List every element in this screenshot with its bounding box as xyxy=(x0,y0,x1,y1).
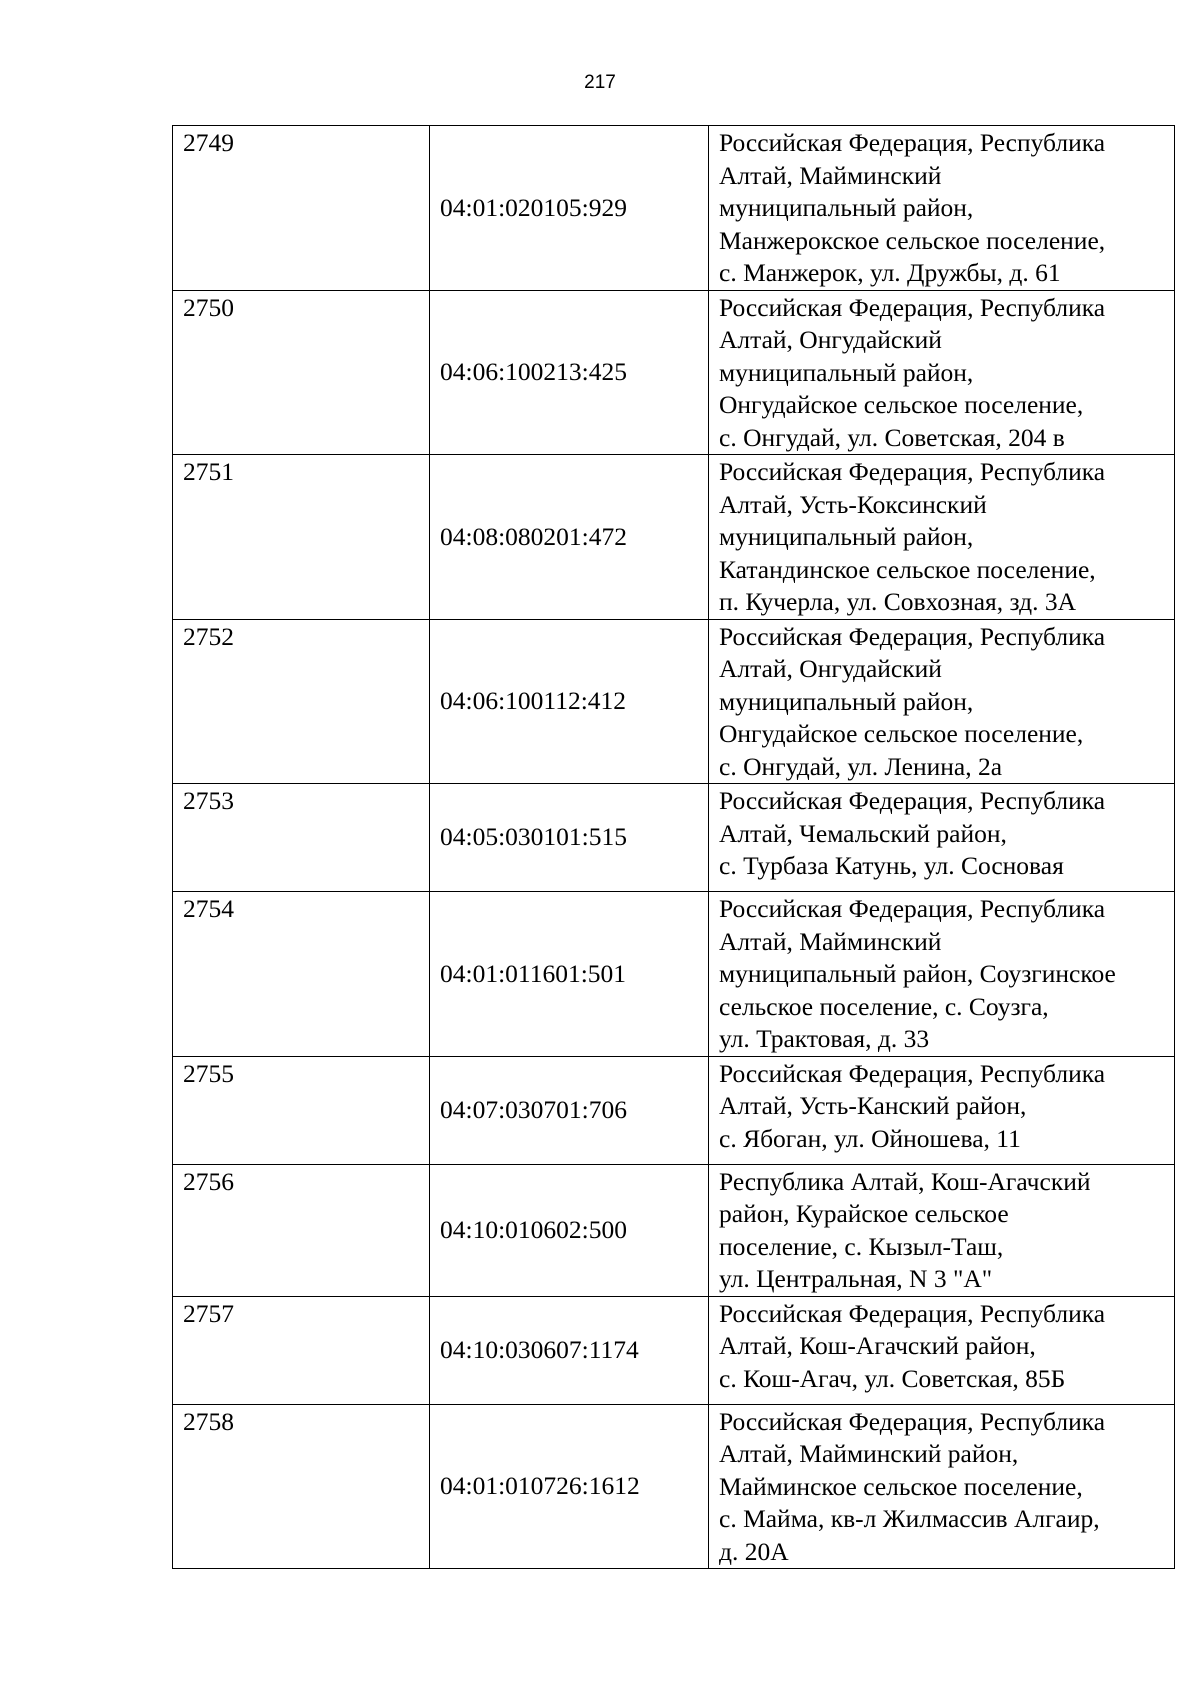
address-line: муниципальный район, xyxy=(719,357,974,387)
address-cell xyxy=(709,126,1175,291)
cadastral-number: 04:06:100112:412 xyxy=(430,619,709,784)
address-line: с. Онгудай, ул. Советская, 204 в xyxy=(719,422,1065,452)
address-line: Российская Федерация, Республика xyxy=(719,1406,1106,1436)
address-line: с. Турбаза Катунь, ул. Сосновая xyxy=(719,851,1064,880)
address-line: муниципальный район, Соузгинское xyxy=(719,959,1116,988)
address-line: Российская Федерация, Республика xyxy=(719,1298,1106,1328)
table-row xyxy=(173,619,1175,784)
address-line: п. Кучерла, ул. Совхозная, зд. 3А xyxy=(719,587,1077,616)
cadastral-number: 04:01:010726:1612 xyxy=(430,1404,709,1569)
address-cell xyxy=(709,1056,1175,1164)
row-number: 2749 xyxy=(173,126,430,291)
address-line: Алтай, Усть-Коксинский xyxy=(719,489,987,519)
table-row xyxy=(173,1404,1175,1569)
row-number: 2758 xyxy=(173,1404,430,1569)
row-number: 2752 xyxy=(173,619,430,784)
registry-table xyxy=(172,125,1175,1569)
address-line: сельское поселение, с. Соузга, xyxy=(719,991,1049,1021)
address-line: район, Курайское сельское xyxy=(719,1199,1009,1228)
address-line: Алтай, Усть-Канский район, xyxy=(719,1091,1027,1120)
row-number: 2753 xyxy=(173,784,430,892)
table-row xyxy=(173,784,1175,892)
address-line: Онгудайское сельское поселение, xyxy=(719,390,1084,419)
address-line: Алтай, Онгудайский xyxy=(719,325,942,354)
cadastral-number: 04:08:080201:472 xyxy=(430,455,709,620)
address-line: Российская Федерация, Республика xyxy=(719,786,1106,815)
address-line: с. Ябоган, ул. Ойношева, 11 xyxy=(719,1123,1021,1153)
address-cell xyxy=(709,290,1175,455)
address-line: Алтай, Чемальский район, xyxy=(719,818,1007,848)
row-number: 2757 xyxy=(173,1296,430,1404)
table-row xyxy=(173,126,1175,291)
table-row xyxy=(173,290,1175,455)
address-line: Майминское сельское поселение, xyxy=(719,1471,1083,1501)
address-cell xyxy=(709,892,1175,1057)
address-line: с. Онгудай, ул. Ленина, 2а xyxy=(719,751,1003,781)
address-line: Алтай, Онгудайский xyxy=(719,654,942,683)
row-number: 2750 xyxy=(173,290,430,455)
cadastral-number: 04:01:011601:501 xyxy=(430,892,709,1057)
table-row xyxy=(173,1296,1175,1404)
address-line: Катандинское сельское поселение, xyxy=(719,554,1096,584)
row-number: 2755 xyxy=(173,1056,430,1164)
page-number: 217 xyxy=(584,72,616,93)
row-number: 2751 xyxy=(173,455,430,620)
address-cell xyxy=(709,455,1175,620)
address-line: д. 20А xyxy=(719,1536,789,1566)
address-line: поселение, с. Кызыл-Таш, xyxy=(719,1231,1004,1261)
address-line: Алтай, Майминский xyxy=(719,160,942,190)
address-line: Российская Федерация, Республика xyxy=(719,457,1106,486)
cadastral-number: 04:06:100213:425 xyxy=(430,290,709,455)
address-cell xyxy=(709,1164,1175,1296)
address-line: Алтай, Кош-Агачский район, xyxy=(719,1331,1036,1360)
cadastral-number: 04:10:030607:1174 xyxy=(430,1296,709,1404)
address-line: Российская Федерация, Республика xyxy=(719,621,1106,651)
address-line: Российская Федерация, Республика xyxy=(719,128,1106,157)
table-row xyxy=(173,1056,1175,1164)
address-line: ул. Трактовая, д. 33 xyxy=(719,1024,930,1053)
row-number: 2756 xyxy=(173,1164,430,1296)
cadastral-number: 04:01:020105:929 xyxy=(430,126,709,291)
row-number: 2754 xyxy=(173,892,430,1057)
cadastral-number: 04:07:030701:706 xyxy=(430,1056,709,1164)
table-row xyxy=(173,1164,1175,1296)
address-cell xyxy=(709,1296,1175,1404)
cadastral-number: 04:10:010602:500 xyxy=(430,1164,709,1296)
address-line: муниципальный район, xyxy=(719,522,974,551)
table-row xyxy=(173,892,1175,1057)
address-line: Российская Федерация, Республика xyxy=(719,894,1106,923)
address-line: с. Кош-Агач, ул. Советская, 85Б xyxy=(719,1363,1066,1393)
address-line: Алтай, Майминский район, xyxy=(719,1439,1019,1468)
address-cell xyxy=(709,619,1175,784)
address-line: Российская Федерация, Республика xyxy=(719,292,1106,322)
address-line: с. Майма, кв-л Жилмассив Алгаир, xyxy=(719,1504,1100,1533)
address-line: Республика Алтай, Кош-Агачский xyxy=(719,1166,1091,1196)
address-line: Онгудайское сельское поселение, xyxy=(719,719,1084,748)
address-line: Алтай, Майминский xyxy=(719,926,942,956)
address-line: муниципальный район, xyxy=(719,686,974,716)
address-line: Манжерокское сельское поселение, xyxy=(719,225,1106,255)
address-cell xyxy=(709,784,1175,892)
address-cell xyxy=(709,1404,1175,1569)
address-line: Российская Федерация, Республика xyxy=(719,1058,1106,1088)
address-line: муниципальный район, xyxy=(719,193,974,222)
address-line: ул. Центральная, N 3 "А" xyxy=(719,1264,993,1293)
cadastral-number: 04:05:030101:515 xyxy=(430,784,709,892)
address-line: с. Манжерок, ул. Дружбы, д. 61 xyxy=(719,258,1061,287)
table-row xyxy=(173,455,1175,620)
